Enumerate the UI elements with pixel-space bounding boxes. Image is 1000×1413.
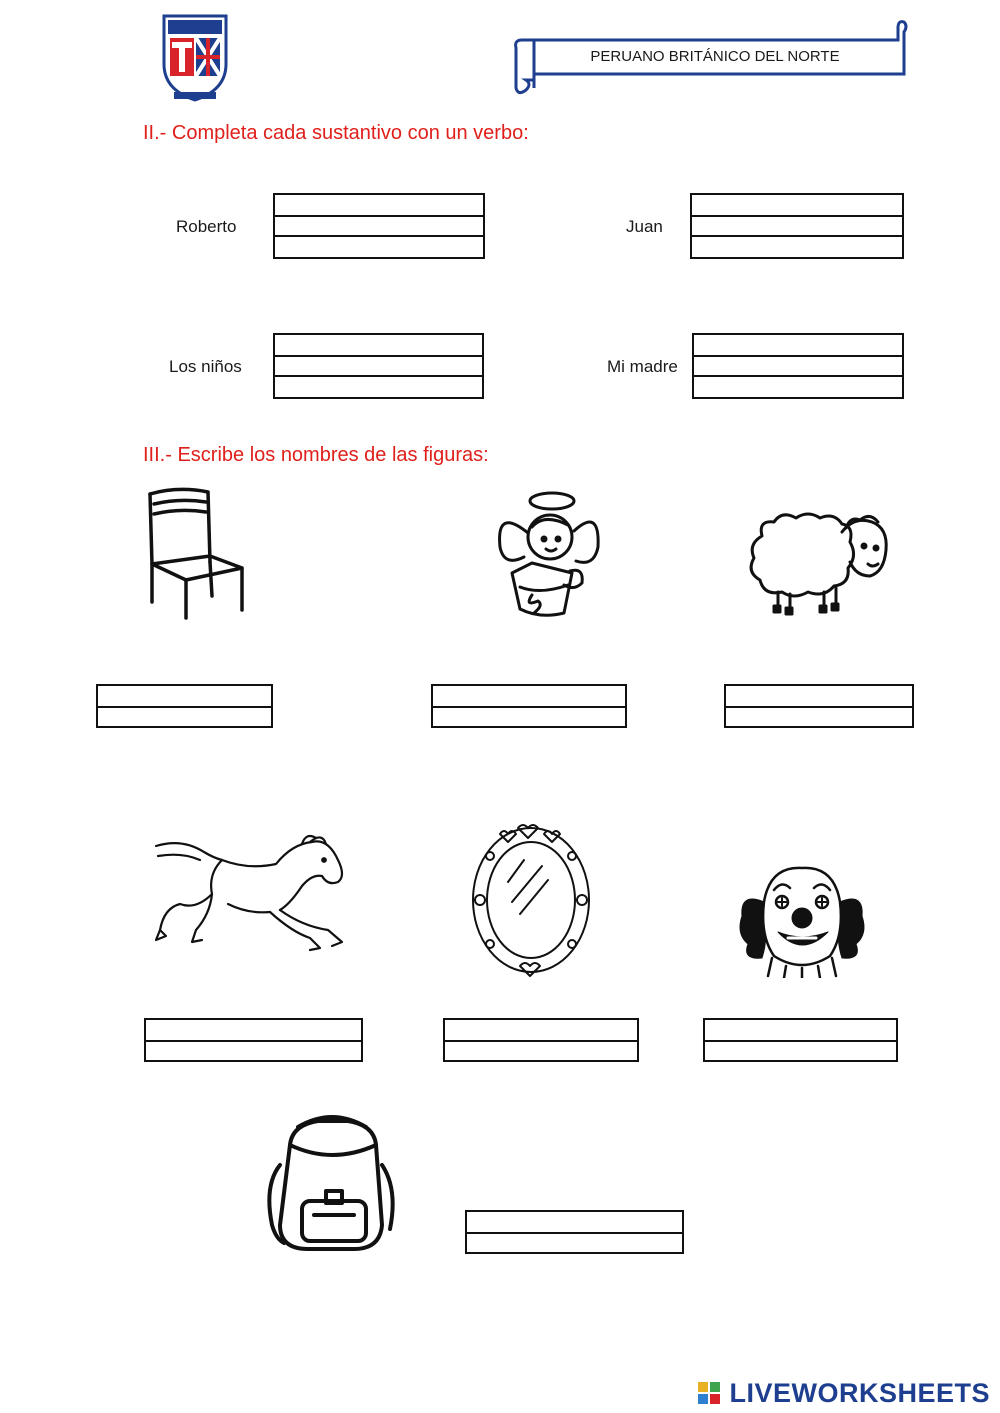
- subject-label-roberto: Roberto: [176, 217, 237, 236]
- verb-answer-box-mi-madre: [692, 333, 904, 399]
- verb-answer-box-roberto: [273, 193, 485, 259]
- figure-input-backpack-1[interactable]: [467, 1212, 682, 1232]
- backpack-icon: [262, 1105, 404, 1257]
- verb-input-roberto-2[interactable]: [275, 215, 483, 235]
- figure-input-clown-1[interactable]: [705, 1020, 896, 1040]
- section-2-title: II.- Completa cada sustantivo con un verbo:: [143, 122, 529, 144]
- angel-icon: [488, 487, 606, 621]
- liveworksheets-logo-icon: [697, 1381, 721, 1405]
- subject-label-los-ninos: Los niños: [169, 357, 242, 376]
- verb-input-los-ninos-3[interactable]: [275, 375, 482, 395]
- verb-input-mi-madre-3[interactable]: [694, 375, 902, 395]
- figure-input-mirror-2[interactable]: [445, 1040, 637, 1060]
- mirror-icon: [468, 820, 594, 980]
- verb-input-los-ninos-2[interactable]: [275, 355, 482, 375]
- figure-input-horse-2[interactable]: [146, 1040, 361, 1060]
- verb-answer-box-los-ninos: [273, 333, 484, 399]
- verb-input-roberto-1[interactable]: [275, 195, 483, 215]
- figure-input-sheep-2[interactable]: [726, 706, 912, 726]
- verb-input-juan-2[interactable]: [692, 215, 902, 235]
- horse-icon: [152, 830, 352, 955]
- figure-input-chair-1[interactable]: [98, 686, 271, 706]
- verb-input-los-ninos-1[interactable]: [275, 335, 482, 355]
- figure-input-clown-2[interactable]: [705, 1040, 896, 1060]
- verb-input-mi-madre-1[interactable]: [694, 335, 902, 355]
- figure-answer-box-mirror: [443, 1018, 639, 1062]
- figure-answer-box-backpack: [465, 1210, 684, 1254]
- sheep-icon: [742, 506, 892, 620]
- school-logo: [160, 12, 230, 102]
- verb-input-mi-madre-2[interactable]: [694, 355, 902, 375]
- figure-answer-box-angel: [431, 684, 627, 728]
- section-3-title: III.- Escribe los nombres de las figuras:: [143, 444, 489, 466]
- figure-input-angel-1[interactable]: [433, 686, 625, 706]
- figure-answer-box-clown: [703, 1018, 898, 1062]
- verb-input-roberto-3[interactable]: [275, 235, 483, 255]
- verb-input-juan-3[interactable]: [692, 235, 902, 255]
- figure-input-horse-1[interactable]: [146, 1020, 361, 1040]
- verb-answer-box-juan: [690, 193, 904, 259]
- verb-input-juan-1[interactable]: [692, 195, 902, 215]
- clown-icon: [734, 862, 870, 978]
- figure-input-angel-2[interactable]: [433, 706, 625, 726]
- chair-icon: [138, 484, 250, 624]
- figure-answer-box-sheep: [724, 684, 914, 728]
- figure-input-backpack-2[interactable]: [467, 1232, 682, 1252]
- figure-input-mirror-1[interactable]: [445, 1020, 637, 1040]
- liveworksheets-brand: LIVEWORKSHEETS: [729, 1378, 990, 1408]
- figure-input-sheep-1[interactable]: [726, 686, 912, 706]
- figure-input-chair-2[interactable]: [98, 706, 271, 726]
- figure-answer-box-horse: [144, 1018, 363, 1062]
- figure-answer-box-chair: [96, 684, 273, 728]
- school-name: PERUANO BRITÁNICO DEL NORTE: [590, 48, 840, 65]
- subject-label-juan: Juan: [626, 217, 663, 236]
- subject-label-mi-madre: Mi madre: [607, 357, 678, 376]
